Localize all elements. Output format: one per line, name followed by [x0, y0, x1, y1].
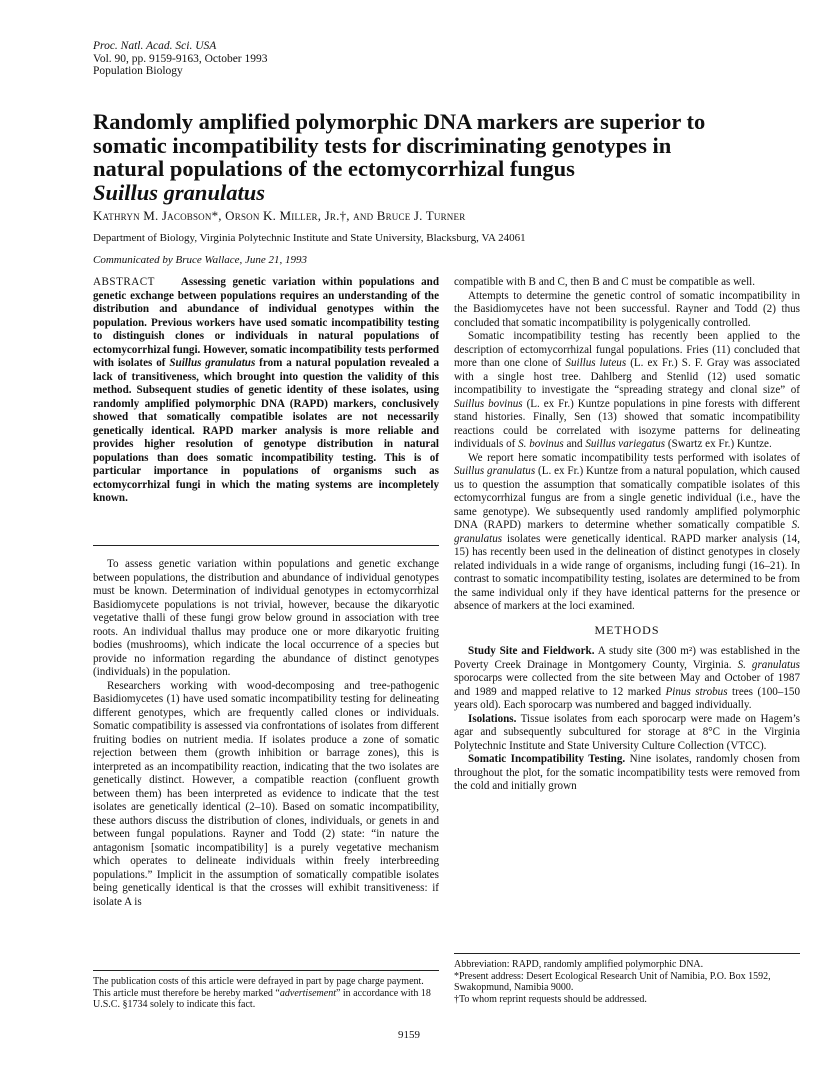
intro-paragraph-1: To assess genetic variation within populations and genetic exchange between populations, the distribution and abundance of individual genotypes must be known. Determination of individual genotypes in ectomycorrhizal Basidiomycete populations is not trivial, however, because the dikaryotic vegetative thalli of these fungi grow below ground in association with tree roots. An individual thallus may produce one or more dikaryotic fruiting bodies (mushrooms), which indicate the local occurrence of a species but provide no information regarding the abundance of distinct genotypes (individuals) in the population. [93, 558, 439, 678]
footnote-reprint: †To whom reprint requests should be addressed. [454, 993, 647, 1005]
footnote-divider-left [93, 970, 439, 971]
footnotes [454, 959, 800, 1005]
methods-heading: METHODS [594, 622, 660, 637]
intro-paragraph-2: Researchers working with wood-decomposing and tree-pathogenic Basidiomycetes (1) have used somatic incompatibility testing for delineating different genotypes, which are frequently called clones or individuals. Somatic compatibility is assessed via confrontations of isolates from different fruiting bodies on nutrient media. If isolates produce a zone of somatic rejection between them (growth inhibition or barrage zones), this is interpreted as an incompatibility reaction, indicating that the two isolates are genetically distinct. However, a compatible reaction (confluent growth between them) has been interpreted as evidence to indicate that the test isolates are genetically identical (2–10). Based on somatic incompatibility, these authors discuss the distribution of clones, individuals, or genets in and between fungal populations. Rayner and Todd (2) state: “in nature the antagonism [somatic incompatibility] is a purely vegetative mechanism which operates to delineate individuals within freely interbreeding populations.” Implicit in the assumption of somatically compatible isolates being genetically identical is that the crosses will exhibit transitiveness: if isolate A is [93, 679, 439, 908]
page-number: 9159 [398, 1029, 420, 1041]
abstract-text-1: Assessing genetic variation within populations and genetic exchange between populations requires an understanding of the distribution and abundance of individual genotypes within the population. Previous workers have used somatic incompatibility testing to distinguish clones or individuals in natural populations of ectomycorrhizal fungi. However, somatic incompatibility tests performed with isolates of [93, 276, 439, 369]
journal-section: Population Biology [93, 65, 183, 77]
journal-name: Proc. Natl. Acad. Sci. USA [93, 40, 217, 52]
abstract [93, 276, 439, 506]
communicated-by: Communicated by Bruce Wallace, June 21, 1993 [93, 254, 308, 266]
footnote-divider-right [454, 953, 800, 954]
right-column-body [454, 276, 800, 794]
authors: Kathryn M. Jacobson*, Orson K. Miller, Jr.†, and Bruce J. Turner [93, 208, 466, 223]
abstract-heading: ABSTRACT [93, 276, 155, 288]
title-main: Randomly amplified polymorphic DNA markers are superior to somatic incompatibility tests for discriminating genotypes in natural populations of the ectomycorrhizal fungus [93, 109, 706, 181]
intro-paragraph-5: We report here somatic incompatibility tests performed with isolates of Suillus granulatus (L. ex Fr.) Kuntze from a natural population, which caused us to question the assumption that somatically compatible isolates of this ectomycorrhizal fungus are from a single genetic individual (i.e., have the same genotype). We subsequently used randomly amplified polymorphic DNA (RAPD) markers to determine whether somatically compatible S. granulatus isolates were genetically identical. RAPD marker analysis (14, 15) has recently been used in the delineation of distinct genotypes in closely related individuals in a wide range of organisms, including fungi (16–21). In contrast to somatic incompatibility testing, isolates are determined to be from the same individual only if they have identical patterns for the presence or absence of markers at the loci examined. [454, 451, 800, 612]
affiliation: Department of Biology, Virginia Polytechnic Institute and State University, Blacksburg, VA 24061 [93, 232, 526, 244]
methods-study-site: Study Site and Fieldwork. A study site (300 m²) was established in the Poverty Creek Drainage in Montgomery County, Virginia. S. granulatus sporocarps were collected from the site between May and October of 1987 and 1989 and mapped relative to 12 marked Pinus strobus trees (100–150 years old). Each sporocarp was numbered and bagged individually. [454, 645, 800, 711]
intro-paragraph-4: Somatic incompatibility testing has recently been applied to the description of ectomycorrhizal fungal populations. Fries (11) concluded that more than one clone of Suillus luteus (L. ex Fr.) S. F. Gray was associated with a single host tree. Dahlberg and Stenlid (12) used somatic incompatibility to investigate the “spreading strategy and clonal size” of Suillus bovinus (L. ex Fr.) Kuntze populations in pine forests with different stand histories. Finally, Sen (13) showed that somatic incompatibility reactions could be correlated with isozyme patterns for delineating individuals of S. bovinus and Suillus variegatus (Swartz ex Fr.) Kuntze. [454, 330, 801, 450]
intro-paragraph-continued: compatible with B and C, then B and C must be compatible as well. [454, 276, 756, 288]
methods-somatic-testing: Somatic Incompatibility Testing. Nine isolates, randomly chosen from throughout the plot, for the somatic incompatibility tests were removed from the cold and initially grown [454, 753, 800, 792]
article-title [93, 110, 733, 204]
journal-volume: Vol. 90, pp. 9159-9163, October 1993 [93, 52, 268, 65]
title-species: Suillus granulatus [93, 179, 265, 205]
abstract-divider [93, 545, 439, 546]
intro-paragraph-3: Attempts to determine the genetic control of somatic incompatibility in the Basidiomycetes have not been successful. Rayner and Todd (2) thus concluded that somatic incompatibility is polygenically controlled. [454, 289, 800, 329]
footnote-present-address: *Present address: Desert Ecological Research Unit of Namibia, P.O. Box 1592, Swakopmund, Namibia 9000. [454, 970, 771, 993]
footnote-abbreviation: Abbreviation: RAPD, randomly amplified polymorphic DNA. [454, 959, 704, 970]
abstract-text-2: from a natural population revealed a lack of transitiveness, which brought into question the validity of this method. Subsequent studies of genetic identity of these isolates, using randomly amplified polymorphic DNA (RAPD) markers, conclusively showed that somatically compatible isolates are not necessarily genetically identical. RAPD marker analysis is more reliable and provides higher resolution of genotype distribution in natural populations than does somatic incompatibility testing. This is of particular importance in populations of organisms such as ectomycorrhizal fungi in which the mating systems are incompletely known. [93, 357, 439, 504]
abstract-species: Suillus granulatus [169, 357, 256, 369]
methods-isolations: Isolations. Tissue isolates from each sporocarp were made on Hagem’s agar and subsequently subcultured for storage at 8°C in the Virginia Polytechnic Institute and State University Culture Collection (VTCC). [454, 712, 800, 752]
publication-cost-note: The publication costs of this article were defrayed in part by page charge payment. This article must therefore be hereby marked “advertisement” in accordance with 18 U.S.C. §1734 solely to indicate this fact. [93, 976, 431, 1010]
left-column-body [93, 558, 439, 909]
journal-header [93, 40, 268, 78]
